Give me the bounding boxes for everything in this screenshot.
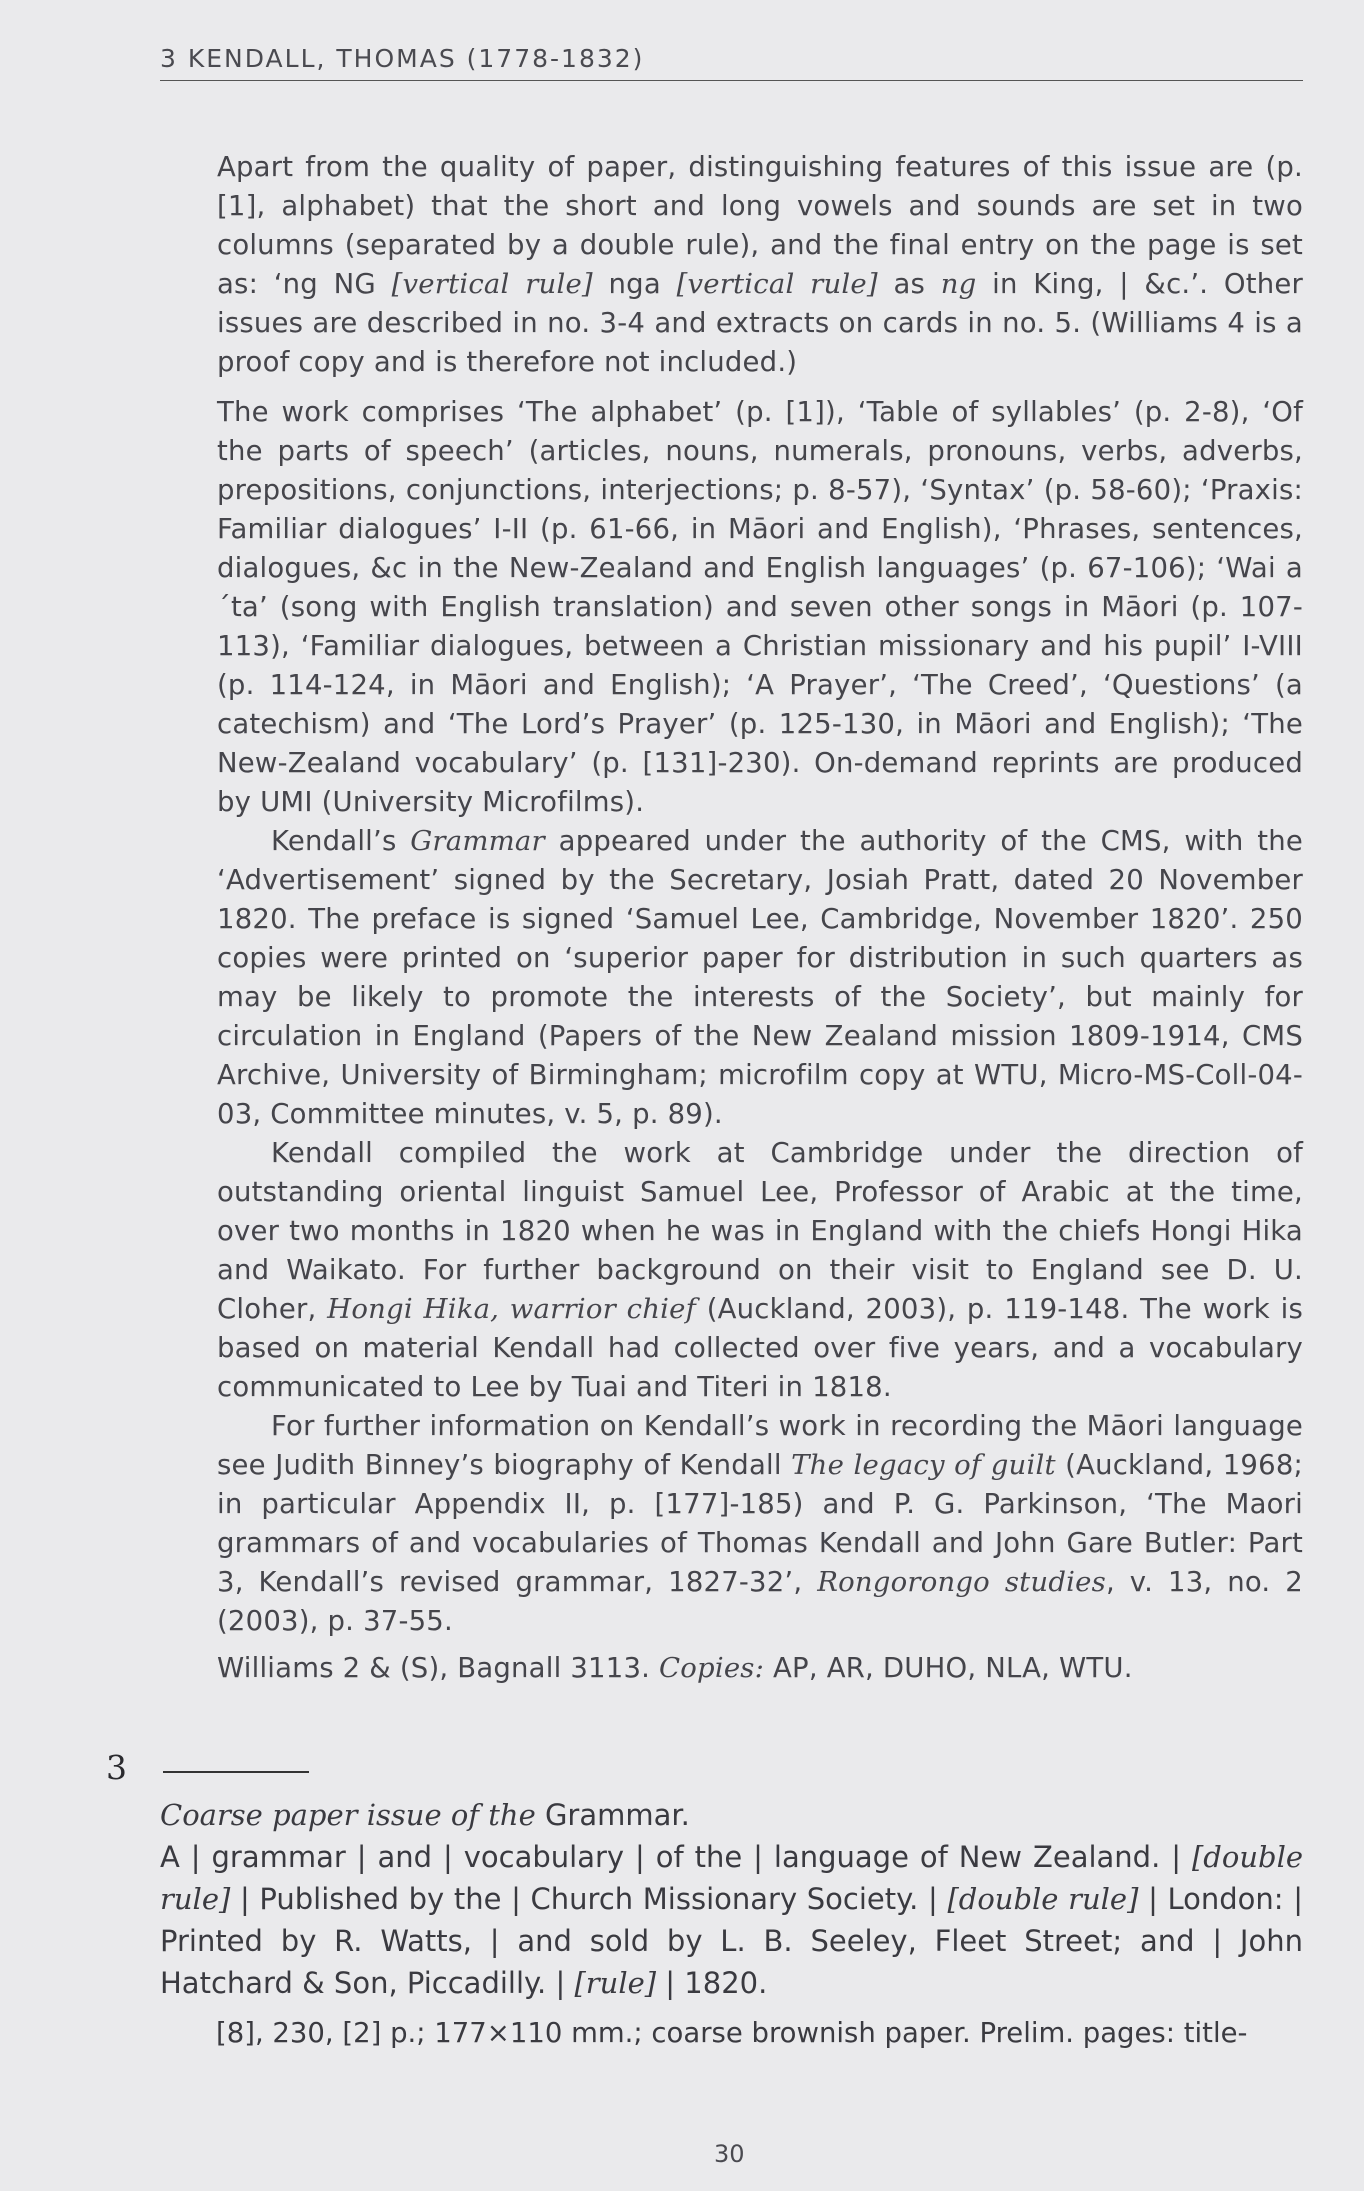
paragraph-2: The work comprises ‘The alphabet’ (p. [1]), ‘Table of syllables’ (p. 2-8), ‘Of the parts of speech’ (articles, nouns, numerals, pronouns, verbs, adverbs, prepositions, conjunctions, interjections; p. 8-57), ‘Syntax’ (p. 58-60); ‘Praxis: Familiar dialogues’ I-II (p. 61-66, in Māori and English), ‘Phrases, sentences, dialogues, &c in the New-Zealand and English languages’ (p. 67-106); ‘Wai a´ta’ (song with English translation) and seven other songs in Māori (p. 107-113), ‘Familiar dialogues, between a Christian missionary and his pupil’ I-VIII (p. 114-124, in Māori and English); ‘A Prayer’, ‘The Creed’, ‘Questions’ (a catechism) and ‘The Lord’s Prayer’ (p. 125-130, in Māori and English); ‘The New-Zealand vocabulary’ (p. [131]-230). On-demand reprints are produced by UMI (University Microfilms). bbox=[217, 396, 1303, 818]
paragraph-5: For further information on Kendall’s work in recording the Māori language see Judith Binney’s biography of Kendall The legacy of guilt (Auckland, 1968; in particular Appendix II, p. [177]-185) and P. G. Parkinson, ‘The Maori grammars of and vocabularies of Thomas Kendall and John Gare Butler: Part 3, Kendall’s revised grammar, 1827-32’, Rongorongo studies, v. 13, no. 2 (2003), p. 37-55. bbox=[217, 1410, 1303, 1637]
entry-number: 3 bbox=[106, 1748, 127, 1787]
entry-3 bbox=[160, 1794, 1303, 2054]
paragraph-1: Apart from the quality of paper, distinguishing features of this issue are (p. [1], alphabet) that the short and long vowels and sounds are set in two columns (separated by a double rule), and the final entry on the page is set as: ‘ng NG [vertical rule] nga [vertical rule] as ng in King, | &c.’. Other issues are described in no. 3-4 and extracts on cards in no. 5. (Williams 4 is a proof copy and is therefore not included.) bbox=[217, 151, 1303, 378]
page-number: 30 bbox=[714, 2140, 745, 2168]
paragraph-3: Kendall’s Grammar appeared under the authority of the CMS, with the ‘Advertisement’ signed by the Secretary, Josiah Pratt, dated 20 November 1820. The preface is signed ‘Samuel Lee, Cambridge, November 1820’. 250 copies were printed on ‘superior paper for distribution in such quarters as may be likely to promote the interests of the Society’, but mainly for circulation in England (Papers of the New Zealand mission 1809-1914, CMS Archive, University of Birmingham; microfilm copy at WTU, Micro-MS-Coll-04-03, Committee minutes, v. 5, p. 89). bbox=[217, 825, 1303, 1130]
header-rule bbox=[160, 80, 1303, 81]
entry-title-transcription: A | grammar | and | vocabulary | of the | language of New Zealand. | [double rule] | Published by the | Church Missionary Society. | [double rule] | London: | Printed by R. Watts, | and sold by L. B. Seeley, Fleet Street; and | John Hatchard & Son, Piccadilly. | [rule] | 1820. bbox=[160, 1840, 1303, 2000]
running-head: 3 KENDALL, THOMAS (1778-1832) bbox=[160, 44, 645, 73]
paragraph-references: Williams 2 & (S), Bagnall 3113. Copies: AP, AR, DUHO, NLA, WTU. bbox=[217, 1652, 1133, 1684]
paragraph-4: Kendall compiled the work at Cambridge under the direction of outstanding oriental linguist Samuel Lee, Professor of Arabic at the time, over two months in 1820 when he was in England with the chiefs Hongi Hika and Waikato. For further background on their visit to England see D. U. Cloher, Hongi Hika, warrior chief (Auckland, 2003), p. 119-148. The work is based on material Kendall had collected over five years, and a vocabulary communicated to Lee by Tuai and Titeri in 1818. bbox=[217, 1137, 1304, 1403]
entry-heading: Coarse paper issue of the Grammar. bbox=[160, 1798, 690, 1832]
body-text bbox=[217, 148, 1303, 1688]
entry-collation: [8], 230, [2] p.; 177×110 mm.; coarse brownish paper. Prelim. pages: title- bbox=[216, 2017, 1248, 2049]
entry-dash-rule bbox=[163, 1771, 309, 1773]
